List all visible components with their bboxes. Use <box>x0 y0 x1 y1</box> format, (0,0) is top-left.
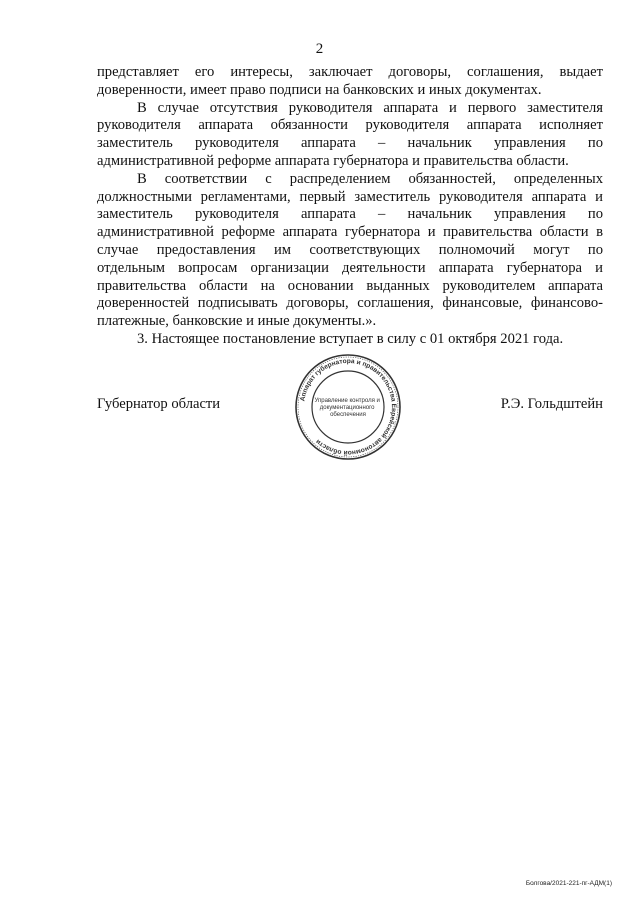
paragraph-line: заместитель руководителя аппарата – начальник управления по <box>97 135 603 152</box>
paragraph-line: доверенностей подписывать договоры, соглашения, финансовые, финансово- <box>97 295 603 312</box>
paragraph-line: платежные, банковские и иные документы.». <box>97 313 377 330</box>
paragraph-line: административной реформе аппарата губернатора и правительства области. <box>97 152 569 169</box>
paragraph-line: В соответствии с распределением обязанностей, определенных <box>137 170 603 187</box>
paragraph-line: правительства области на основании выданных руководителем аппарата <box>97 277 603 294</box>
paragraph-line: 3. Настоящее постановление вступает в силу с 01 октября 2021 года. <box>137 330 564 347</box>
paragraph-line: заместитель руководителя аппарата – начальник управления по <box>97 206 603 223</box>
paragraph-line: административной реформе аппарата губернатора и правительства области в <box>97 224 603 241</box>
paragraph-line: руководителя аппарата обязанности руководителя аппарата исполняет <box>97 117 603 134</box>
paragraph-line: отдельным вопросам организации деятельности аппарата губернатора и <box>97 259 603 276</box>
page-number: 2 <box>315 41 324 57</box>
official-seal-icon <box>293 352 403 462</box>
paragraph-line: должностными регламентами, первый заместитель руководителя аппарата и <box>97 188 603 205</box>
paragraph-line: доверенности, имеет право подписи на банковских и иных документах. <box>97 81 542 98</box>
document-body <box>97 64 603 349</box>
document-code: Болгова/2021-221-пг-АДМ(1) <box>525 880 612 887</box>
paragraph-line: В случае отсутствия руководителя аппарата и первого заместителя <box>137 99 603 116</box>
signatory-position: Губернатор области <box>97 396 221 412</box>
seal-outer-text: Аппарат губернатора и правительства Еврейской автономной области <box>299 357 398 457</box>
paragraph-line: случае предоставления им соответствующих полномочий могут по <box>97 241 603 258</box>
signatory-name: Р.Э. Гольдштейн <box>500 396 603 412</box>
svg-text:Управление контроля и доку: Управление контроля и документационного обеспечения <box>314 398 380 418</box>
paragraph-line: представляет его интересы, заключает договоры, соглашения, выдает <box>97 64 603 80</box>
